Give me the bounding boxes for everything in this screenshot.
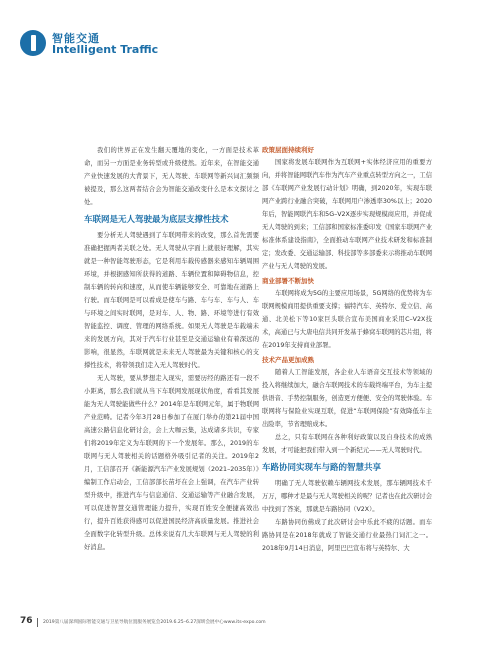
subsection-commercial-heading: 商业部署不断加快: [262, 277, 314, 285]
footer-divider: [37, 618, 38, 627]
page-number: 76: [20, 616, 33, 626]
magazine-section-header: [20, 30, 320, 70]
subsection-policy-paragraph: 国家将发展车联网作为互联网+实体经济应用的重要方向，并将智能网联汽车作为汽车产业重点转型方向之一，工信部《车联网产业发展行动计划》明确，到2020年，实现车联网产业跨行业融合突破，车联网用户渗透率30%以上；2020年后，智能网联汽车和5G–V2X逐步实现规模商应用，并促成无人驾驶的到来；工信部和国家标准委印发《国家车联网产业标准体系建设指南》，全面推动车联网产业技术研发和标准制定；发改委、交通运输部、科技部等多部委来示将推动车联网产业与无人驾驶的发展。: [262, 159, 433, 270]
section2-paragraph-2: 车路协同仿佛成了此次研讨会中乐此不疲的话题。而车路协同是在2018年就成了智能交通行业最热门词汇之一。2018年9月14日消息，阿里巴巴宣布将与英特尔、大: [262, 519, 432, 552]
section2-heading: 车路协同实现车与路的智慧共享: [262, 463, 382, 473]
intro-paragraph: 我们的世界正在发生翻天覆地的变化，一方面是技术革命，而另一方面是业务转型或升级使然。近年来，在智能交通产业快速发展的大背景下，无人驾驶、车联网等新兴词汇频频被提及，那么这两者结合会为智能交通改变什么是本文探讨之处。: [84, 147, 259, 206]
logo-bar-shape: [31, 35, 36, 51]
subsection-technology-paragraph-2: 总之，只有车联网在各种利好政策以及自身技术的成熟发展，才可能把我们带入到一个新纪元——无人驾驶时代。: [262, 434, 432, 454]
subsection-commercial-paragraph: 车联网将成为5G的主要应用场景，5G网络的优势将为车联网规模商用提供重要支撑；福特汽车、英特尔、爱立信、高通、北美松下等10家巨头联合宣布美国商业采用C–V2X技术，高通已与大唐电信共同开发基于蜂窝车联网的芯片组，将在2019年支持商业部署。: [262, 290, 433, 349]
section-title-cn: 智能交通: [52, 32, 100, 45]
logo-circle-bar-icon: [20, 30, 46, 56]
section1-paragraph-2: 无人驾驶，要从梦想走入现实，需要历经的路还有一段不小距离，那么我们就从当下车联网发展现状角度，看看其发展能为无人驾驶能做些什么？2014年是车联网元年，属于物联网产业范畴。记者今年3月28日参加了在厦门举办的第21届中国高速公路信息化研讨会，会上大咖云集，达成诸多共识，专家们将2019年定义为车联网的下一个发展年。那么，2019的车联网与无人驾驶相关的话题格外吸引记者的关注。2019年2月，工信部召开《新能源汽车产业发展规划（2021–2035年）》编制工作启动会，工信部部长苗圩在会上强调，在汽车产业转型升级中，推进汽车与信息通信、交通运输等产业融合发展，可以促进智慧交通管理能力提升，实现百姓安全便捷高效出行，提升百姓获得感可以促进国民经济高质量发展。推进社会全面数字化转型升级。总体来说有几大车联网与无人驾驶的利好消息。: [84, 375, 259, 551]
subsection-technology-heading: 技术产品更加成熟: [262, 356, 314, 364]
footer-expo-text: 2019第八届深圳国际智能交通与卫星导航位置服务展览会2019.6.25–6.27深圳会展中心www.its-expo.com: [43, 620, 266, 625]
section2-paragraph-1: 明确了无人驾驶依赖车辆网技术发展，那车辆网技术千万万，哪种才是最与无人驾驶相关的呢？记者也在此次研讨会中找到了答案，那就是车路协同（V2X）。: [262, 480, 433, 513]
left-column: [84, 144, 259, 554]
subsection-technology-paragraph-1: 随着人工智能发展，各企业人车语音交互技术等领域的投入将继续加大，融合车联网技术的车载终端平台，为车主提供语音、手势控制服务，创造更方便便、安全的驾驶体验。车联网将与保险业实现互联，促进“车联网保险”有效降低车主出险率，节省理赔成本。: [262, 369, 433, 428]
section1-paragraph-1: 要分析无人驾驶遇到了车联网带来的改变，那么首先需要准确把握两者关联之处。无人驾驶从字面上就很好理解，其实就是一种智能驾驶形态，它是利用车载传感器来感知车辆周围环境，并根据感知所获得的道路、车辆位置和障碍物信息，控制车辆的转向和速度，从而使车辆能够安全、可靠地在道路上行驶。而车联网是可以看成是使车与路、车与车、车与人、车与环境之间实时联网，是对车、人、物、路、环境等进行有效智能监控、调度、管理的网络系统。如果无人驾驶是车载端未来的发展方向，其对于汽车行业甚至是交通运输业有着深远的影响，很显然，车联网就是未来无人驾驶最为关键和核心的支撑性技术，将带领我们走入无人驾驶时代。: [84, 232, 259, 369]
right-column: [262, 144, 432, 555]
section-title-en: Intelligent Traffic: [52, 43, 159, 56]
section1-heading: 车联网是无人驾驶最为底层支撑性技术: [84, 215, 229, 225]
subsection-policy-heading: 政策层面持续利好: [262, 146, 314, 154]
page-footer: [20, 616, 460, 630]
